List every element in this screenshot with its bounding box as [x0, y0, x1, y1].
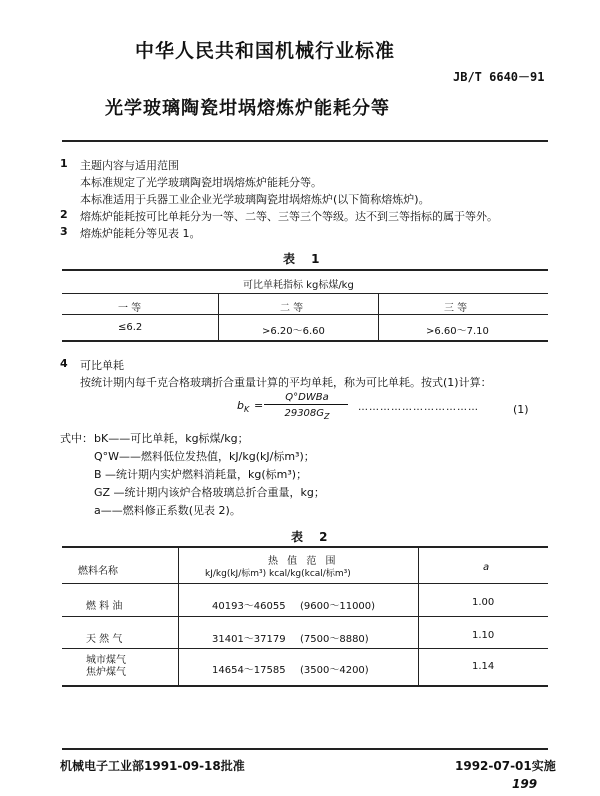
formula-def-2: Q°W——燃料低位发热值，kJ/kg(kJ/标m³)；	[94, 450, 315, 463]
table-1-top-rule	[62, 269, 548, 271]
effective-date: 1992-07-01实施	[455, 759, 556, 773]
title-divider	[62, 140, 548, 142]
document-title: 光学玻璃陶瓷坩埚熔炼炉能耗分等	[105, 98, 390, 119]
section-2-number: 2	[60, 208, 68, 221]
table-2-col-name: 燃料名称	[78, 566, 118, 577]
table-2-row-rule-2	[62, 648, 548, 649]
standard-code: JB/T 6640－91	[453, 70, 545, 84]
table-1-value-1: ≤6.2	[118, 322, 143, 333]
table-1-value-3: >6.60～7.10	[426, 326, 489, 337]
formula-def-1: bK——可比单耗，kg标煤/kg；	[94, 432, 249, 445]
table-2-row-2-a: 1.10	[472, 630, 495, 641]
formula-denominator-main: 29308G	[284, 408, 325, 419]
table-2-col-a: a	[483, 562, 490, 573]
table-2-bottom-rule	[62, 685, 548, 687]
section-4-number: 4	[60, 357, 68, 370]
table-2-row-2-range-kj: 31401～37179	[212, 634, 286, 645]
section-3-number: 3	[60, 225, 68, 238]
formula-equals: =	[254, 399, 264, 412]
table-2-col-range-title: 热 值 范 围	[268, 556, 339, 567]
table-2-row-2-name: 天 然 气	[86, 634, 123, 645]
section-2-text: 熔炼炉能耗按可比单耗分为一等、二等、三等三个等级。达不到三等指标的属于等外。	[80, 210, 498, 223]
section-4-heading: 可比单耗	[80, 359, 124, 372]
section-1-heading: 主题内容与适用范围	[80, 159, 179, 172]
table-1-grade-2: 二 等	[280, 303, 304, 314]
formula-lhs-subscript: K	[243, 405, 250, 415]
table-2-caption: 表 2	[291, 530, 334, 544]
table-2-row-rule-1	[62, 616, 548, 617]
formula-def-4: GZ —统计期内该炉合格玻璃总折合重量，kg；	[94, 486, 325, 499]
table-1-col-divider-1	[218, 294, 219, 340]
table-1-col-divider-2	[378, 294, 379, 340]
table-1-bottom-rule	[62, 340, 548, 342]
table-1-header-rule	[62, 293, 548, 294]
page-number: 199	[512, 777, 538, 791]
section-1-para-2: 本标准适用于兵器工业企业光学玻璃陶瓷坩埚熔炼炉(以下简称熔炼炉)。	[80, 193, 430, 206]
table-2-row-2-range-kcal: (7500～8880)	[300, 634, 369, 645]
section-3-text: 熔炼炉能耗分等见表 1。	[80, 227, 201, 240]
table-2-col-range-units: kJ/kg(kJ/标m³) kcal/kg(kcal/标m³)	[205, 569, 351, 579]
formula-def-5: a——燃料修正系数(见表 2)。	[94, 504, 241, 517]
section-1-number: 1	[60, 157, 68, 170]
table-2-col-divider-1	[178, 547, 179, 685]
formula-def-3: B —统计期内实炉燃料消耗量，kg(标m³)；	[94, 468, 308, 481]
table-2-row-1-range-kj: 40193～46055	[212, 601, 286, 612]
industry-standard-title: 中华人民共和国机械行业标准	[135, 40, 396, 62]
table-2-row-1-name: 燃 料 油	[86, 601, 123, 612]
table-2-row-3-a: 1.14	[472, 661, 495, 672]
section-4-text: 按统计期内每千克合格玻璃折合重量计算的平均单耗，称为可比单耗。按式(1)计算：	[80, 376, 492, 389]
section-1-para-1: 本标准规定了光学玻璃陶瓷坩埚熔炼炉能耗分等。	[80, 176, 322, 189]
formula-numerator: Q°DWBa	[285, 392, 329, 403]
table-1-grade-1: 一 等	[118, 303, 142, 314]
table-1-header: 可比单耗指标 kg标煤/kg	[243, 280, 354, 291]
formula-denominator-subscript: Z	[324, 412, 330, 421]
formula-lhs	[237, 399, 249, 414]
formula-where-label: 式中：	[60, 432, 93, 445]
table-1-grade-rule	[62, 314, 548, 315]
formula-lhs-symbol: b	[237, 399, 244, 412]
formula-denominator	[262, 408, 352, 421]
table-2-top-rule	[62, 546, 548, 548]
approval-date: 机械电子工业部1991-09-18批准	[60, 759, 245, 773]
formula-tag: (1)	[513, 403, 529, 416]
table-2-row-1-range-kcal: (9600～11000)	[300, 601, 376, 612]
table-1-grade-3: 三 等	[444, 303, 468, 314]
table-2-row-3-range-kcal: (3500～4200)	[300, 665, 369, 676]
footer-divider	[62, 748, 548, 750]
table-1-value-2: >6.20～6.60	[262, 326, 325, 337]
table-2-col-divider-2	[418, 547, 419, 685]
table-1-caption: 表 1	[283, 252, 326, 266]
formula-leader-dots: ……………………………	[358, 402, 479, 413]
table-2-row-3-range-kj: 14654～17585	[212, 665, 286, 676]
table-2-row-3-name: 城市煤气 焦炉煤气	[86, 655, 126, 678]
table-2-row-1-a: 1.00	[472, 597, 495, 608]
formula-fraction-bar	[264, 404, 348, 405]
table-2-header-rule	[62, 583, 548, 584]
